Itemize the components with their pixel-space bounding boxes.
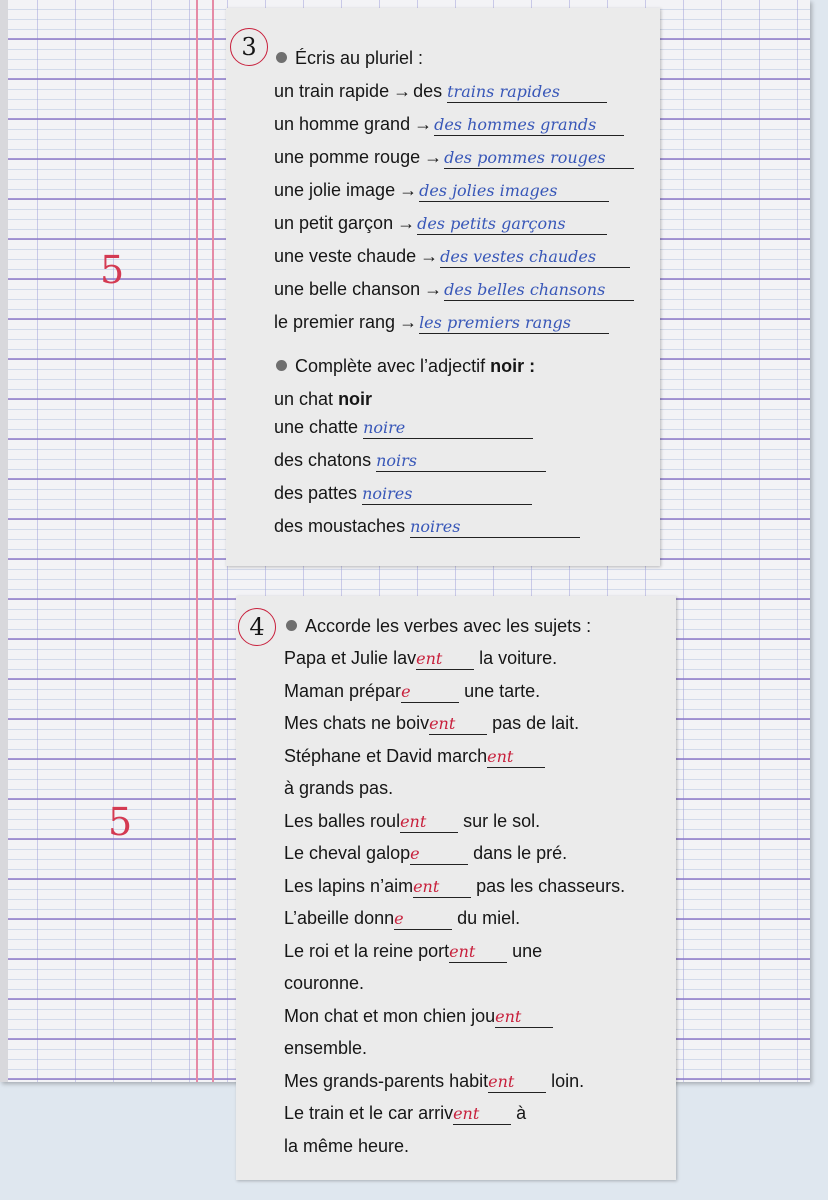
adjective-row	[274, 417, 533, 439]
verb-row	[284, 1071, 584, 1093]
sentence-end: dans le pré.	[473, 843, 568, 863]
sentence-start: Le cheval galop	[284, 843, 411, 863]
answer-blank	[447, 81, 607, 103]
answer-blank	[410, 516, 580, 538]
adjective-row	[274, 450, 546, 472]
arrow-icon: →	[397, 213, 416, 233]
sentence-end: du miel.	[457, 908, 521, 928]
handwritten-answer: des jolies images	[419, 181, 558, 200]
handwritten-answer: ent	[413, 876, 440, 896]
answer-blank	[401, 681, 459, 703]
verb-row	[284, 681, 540, 703]
handwritten-answer: ent	[487, 746, 514, 766]
handwritten-answer: ent	[488, 1071, 515, 1091]
grade-lower: 5	[108, 800, 133, 844]
verb-row	[284, 1136, 409, 1157]
prompt-text: un homme grand	[274, 114, 411, 134]
sentence-start: Maman prépar	[284, 680, 402, 701]
answer-blank	[487, 746, 545, 768]
handwritten-answer: les premiers rangs	[419, 313, 571, 332]
handwritten-answer: e	[394, 909, 404, 928]
answer-blank	[417, 213, 607, 235]
verb-row	[284, 778, 393, 799]
verb-row	[284, 713, 579, 735]
prompt-text: un train rapide	[274, 81, 390, 101]
example-line: un chat noir	[274, 389, 373, 409]
answer-blank	[453, 1103, 511, 1125]
handwritten-answer: trains rapides	[447, 82, 560, 101]
sentence-start: Les lapins n’aim	[284, 875, 414, 896]
plural-row	[274, 279, 634, 301]
handwritten-answer: noirs	[376, 451, 418, 470]
handwritten-answer: des pommes rouges	[444, 148, 606, 167]
plural-row	[274, 147, 634, 169]
instruction-plural: Écris au pluriel :	[276, 48, 423, 69]
verb-row	[284, 941, 542, 963]
handwritten-answer: ent	[429, 714, 456, 733]
margin-line	[196, 0, 198, 1082]
exercise-number-3: 3	[230, 28, 268, 66]
prompt-text: des chatons	[274, 450, 372, 470]
arrow-icon: →	[399, 312, 418, 332]
answer-blank	[410, 843, 468, 865]
handwritten-answer: ent	[400, 811, 427, 831]
answer-blank	[444, 147, 634, 169]
prompt-text: une veste chaude	[274, 246, 417, 266]
handwritten-answer: des hommes grands	[434, 115, 597, 134]
answer-blank	[488, 1071, 546, 1093]
bullet-icon	[276, 52, 287, 63]
handwritten-answer: ent	[416, 649, 443, 668]
arrow-icon: →	[399, 180, 418, 200]
plural-row	[274, 246, 630, 268]
answer-blank	[362, 483, 532, 505]
answer-blank	[429, 713, 487, 735]
arrow-icon: →	[414, 114, 433, 134]
sentence-end: loin.	[551, 1070, 585, 1091]
answer-blank	[495, 1006, 553, 1028]
verb-row	[284, 843, 567, 865]
sentence-start: la même heure.	[284, 1135, 410, 1156]
sentence-start: L’abeille donn	[284, 908, 395, 928]
sentence-start: couronne.	[284, 973, 365, 993]
instruction-adjective: Complète avec l’adjectif noir :	[276, 356, 535, 377]
prompt-text: une belle chanson	[274, 279, 421, 299]
answer-blank	[416, 648, 474, 670]
plural-row	[274, 312, 609, 334]
verb-row	[284, 1006, 553, 1028]
answer-blank	[400, 811, 458, 833]
handwritten-answer: e	[401, 681, 411, 701]
handwritten-answer: noires	[362, 484, 413, 503]
sentence-end: pas de lait.	[492, 713, 580, 733]
handwritten-answer: noires	[410, 517, 461, 536]
verb-row	[284, 973, 364, 994]
prompt-text: une chatte	[274, 417, 359, 437]
prompt-text: des pattes	[274, 483, 358, 503]
sentence-end: la voiture.	[479, 648, 558, 668]
arrow-icon: →	[424, 147, 443, 167]
plural-row	[274, 114, 624, 136]
sentence-start: ensemble.	[284, 1038, 368, 1058]
bullet-icon	[286, 620, 297, 631]
arrow-icon: →	[393, 81, 412, 101]
sentence-start: Mon chat et mon chien jou	[284, 1005, 496, 1026]
handwritten-answer: ent	[495, 1006, 522, 1026]
sentence-start: Mes chats ne boiv	[284, 713, 430, 733]
exercise-number-4: 4	[238, 608, 276, 646]
bullet-icon	[276, 360, 287, 371]
notebook-spine	[0, 0, 8, 1082]
answer-blank	[434, 114, 624, 136]
answer-blank	[363, 417, 533, 439]
prompt-text: le premier rang	[274, 312, 396, 332]
answer-blank	[376, 450, 546, 472]
verb-row	[284, 648, 557, 670]
margin-line-2	[212, 0, 214, 1082]
verb-row	[284, 746, 545, 768]
sentence-end: une	[512, 940, 543, 961]
adjective-row	[274, 483, 532, 505]
handwritten-answer: noire	[363, 418, 406, 437]
answer-blank	[394, 908, 452, 930]
verb-row	[284, 876, 625, 898]
sentence-start: Les balles roul	[284, 810, 401, 831]
verb-row	[284, 811, 540, 833]
handwritten-answer: des petits garçons	[417, 214, 566, 233]
sentence-start: Stéphane et David march	[284, 745, 488, 766]
plural-row	[274, 81, 607, 103]
exercise-3-sheet	[226, 8, 660, 566]
sentence-end: sur le sol.	[463, 810, 541, 831]
prompt-text: un petit garçon	[274, 213, 394, 233]
answer-blank	[419, 180, 609, 202]
printed-article: des	[413, 81, 443, 101]
arrow-icon: →	[424, 279, 443, 299]
answer-blank	[444, 279, 634, 301]
sentence-end: à	[516, 1103, 527, 1123]
answer-blank	[440, 246, 630, 268]
answer-blank	[419, 312, 609, 334]
plural-row	[274, 213, 607, 235]
verb-row	[284, 908, 520, 930]
handwritten-answer: e	[410, 844, 420, 863]
handwritten-answer: des vestes chaudes	[440, 247, 597, 266]
sentence-start: Le roi et la reine port	[284, 940, 450, 961]
verb-row	[284, 1103, 526, 1125]
sentence-start: Mes grands-parents habit	[284, 1070, 489, 1091]
answer-blank	[449, 941, 507, 963]
sentence-start: Le train et le car arriv	[284, 1103, 454, 1123]
verb-row	[284, 1038, 367, 1059]
arrow-icon: →	[420, 246, 439, 266]
handwritten-answer: des belles chansons	[444, 280, 606, 299]
adjective-row	[274, 516, 580, 538]
sentence-start: Papa et Julie lav	[284, 648, 417, 668]
prompt-text: une pomme rouge	[274, 147, 421, 167]
handwritten-answer: ent	[449, 941, 476, 961]
plural-row	[274, 180, 609, 202]
prompt-text: une jolie image	[274, 180, 396, 200]
answer-blank	[413, 876, 471, 898]
sentence-end: pas les chasseurs.	[476, 875, 626, 896]
grade-upper: 5	[100, 248, 125, 292]
sentence-end: une tarte.	[464, 680, 541, 701]
exercise-4-sheet	[236, 596, 676, 1180]
instruction-verbs: Accorde les verbes avec les sujets :	[286, 616, 591, 637]
handwritten-answer: ent	[453, 1104, 480, 1123]
prompt-text: des moustaches	[274, 516, 406, 536]
sentence-start: à grands pas.	[284, 778, 394, 798]
